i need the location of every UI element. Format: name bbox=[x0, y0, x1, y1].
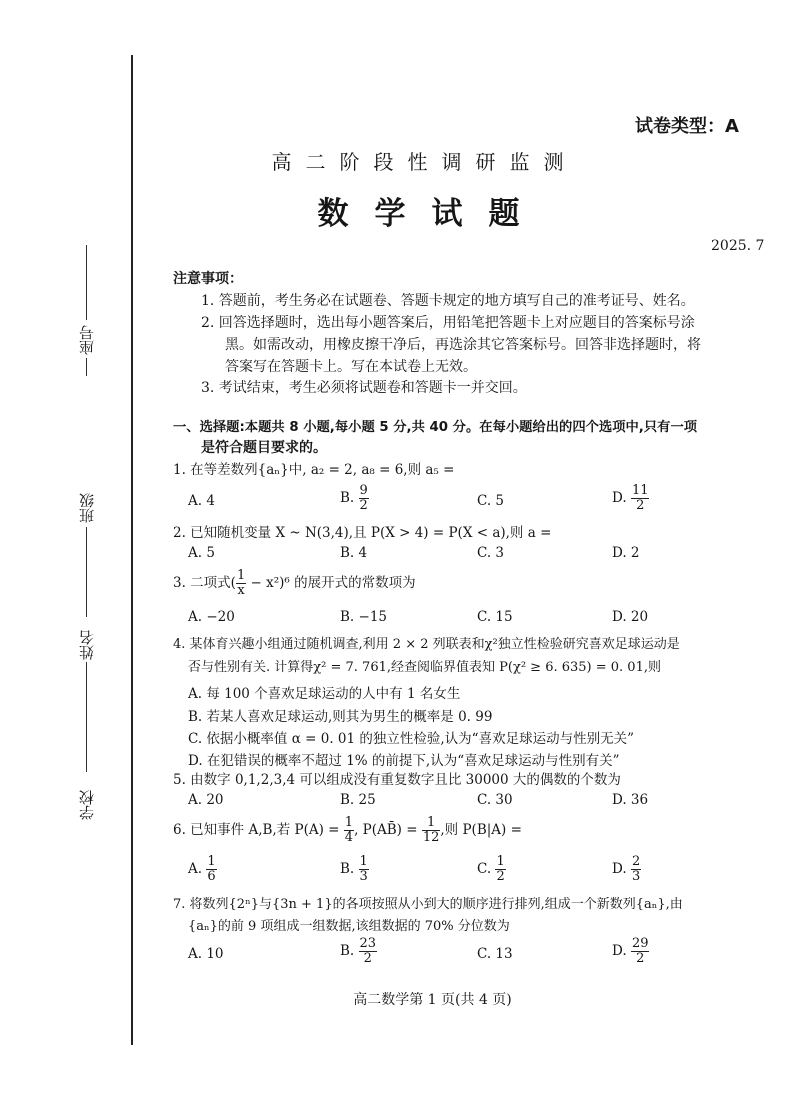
section-heading: 一、选择题:本题共 8 小题,每小题 5 分,共 40 分。在每小题给出的四个选项中,只有一项 bbox=[173, 420, 698, 435]
q6-option-b: B. $\frac{1}{3}$ bbox=[340, 854, 368, 884]
name-line bbox=[86, 662, 87, 772]
q6-option-c: C. $\frac{1}{2}$ bbox=[477, 854, 505, 884]
q7-option-b: B. $\frac{23}{2}$ bbox=[340, 936, 377, 966]
question-6-stem: 6. 已知事件 A,B,若 P(A) = $\frac{1}{4}$ , P(AB̄) = $\frac{1}{12}$ ,则 P(B|A) = bbox=[173, 815, 522, 845]
question-2-stem: 2. 已知随机变量 X ~ N(3,4),且 P(X > 4) = P(X < a),则 a = bbox=[173, 525, 552, 541]
note-item: 3. 考试结束，考生必须将试题卷和答题卡一并交回。 bbox=[201, 380, 527, 396]
q2-option-b: B. 4 bbox=[340, 545, 368, 561]
q2-option-d: D. 2 bbox=[612, 545, 640, 561]
seat-label: 座号 bbox=[78, 325, 96, 355]
q1-option-d: D. $\frac{11}{2}$ bbox=[612, 483, 649, 513]
q2-option-c: C. 3 bbox=[477, 545, 505, 561]
q5-option-d: D. 36 bbox=[612, 792, 649, 808]
q3-option-a: A. −20 bbox=[188, 609, 235, 625]
q3-option-c: C. 15 bbox=[477, 609, 513, 625]
question-1-stem: 1. 在等差数列{aₙ}中, a₂ = 2, a₈ = 6,则 a₅ = bbox=[173, 462, 455, 478]
note-item: 答案写在答题卡上。写在本试卷上无效。 bbox=[225, 359, 477, 375]
q6-option-a: A. $\frac{1}{6}$ bbox=[188, 854, 216, 884]
question-7-stem-cont: {aₙ}的前 9 项组成一组数据,该组数据的 70% 分位数为 bbox=[188, 919, 510, 934]
q4-option-c: C. 依据小概率值 α = 0. 01 的独立性检验,认为“喜欢足球运动与性别无关” bbox=[188, 731, 634, 747]
question-5-stem: 5. 由数字 0,1,2,3,4 可以组成没有重复数字且比 30000 大的偶数的个数为 bbox=[173, 772, 621, 788]
q7-option-d: D. $\frac{29}{2}$ bbox=[612, 936, 649, 966]
q4-option-b: B. 若某人喜欢足球运动,则其为男生的概率是 0. 99 bbox=[188, 709, 493, 725]
page-footer: 高二数学第 1 页(共 4 页) bbox=[353, 992, 512, 1008]
q3-option-b: B. −15 bbox=[340, 609, 387, 625]
q5-option-b: B. 25 bbox=[340, 792, 376, 808]
exam-title: 数学试题 bbox=[317, 196, 546, 232]
q7-option-a: A. 10 bbox=[188, 946, 224, 962]
q7-option-c: C. 13 bbox=[477, 946, 513, 962]
note-item: 2. 回答选择题时，选出每小题答案后，用铅笔把答题卡上对应题目的答案标号涂 bbox=[201, 315, 695, 331]
q6-option-d: D. $\frac{2}{3}$ bbox=[612, 854, 641, 884]
exam-date: 2025. 7 bbox=[711, 238, 765, 254]
seat-line-lower bbox=[86, 358, 87, 376]
section-heading-cont: 是符合题目要求的。 bbox=[201, 440, 327, 456]
q5-option-c: C. 30 bbox=[477, 792, 513, 808]
q1-option-b: B. $\frac{9}{2}$ bbox=[340, 483, 368, 513]
q5-option-a: A. 20 bbox=[188, 792, 224, 808]
paper-type: 试卷类型：A bbox=[635, 116, 739, 137]
question-4-stem-cont: 否与性别有关. 计算得χ² = 7. 761,经查阅临界值表知 P(χ² ≥ 6. 635) = 0. 01,则 bbox=[188, 660, 661, 675]
q1-option-a: A. 4 bbox=[188, 493, 215, 509]
q3-option-d: D. 20 bbox=[612, 609, 649, 625]
name-label: 姓名 bbox=[78, 630, 96, 660]
class-line bbox=[86, 527, 87, 617]
note-item: 黑。如需改动，用橡皮擦干净后，再选涂其它答案标号。回答非选择题时，将 bbox=[225, 337, 701, 353]
exam-subtitle: 高二阶段性调研监测 bbox=[271, 150, 578, 174]
seat-line bbox=[86, 245, 87, 320]
question-3-stem: 3. 二项式( $\frac{1}{x}$ − x²)⁶ 的展开式的常数项为 bbox=[173, 568, 416, 598]
notes-heading: 注意事项： bbox=[173, 271, 243, 287]
question-7-stem: 7. 将数列{2ⁿ}与{3n + 1}的各项按照从小到大的顺序进行排列,组成一个新数列{aₙ},由 bbox=[173, 897, 683, 912]
q4-option-d: D. 在犯错误的概率不超过 1% 的前提下,认为“喜欢足球运动与性别有关” bbox=[188, 753, 620, 769]
q4-option-a: A. 每 100 个喜欢足球运动的人中有 1 名女生 bbox=[188, 686, 461, 702]
q2-option-a: A. 5 bbox=[188, 545, 215, 561]
question-4-stem: 4. 某体育兴趣小组通过随机调查,利用 2 × 2 列联表和χ²独立性检验研究喜欢足球运动是 bbox=[173, 637, 680, 652]
q1-option-c: C. 5 bbox=[477, 493, 505, 509]
note-item: 1. 答题前，考生务必在试题卷、答题卡规定的地方填写自己的准考证号、姓名。 bbox=[201, 293, 695, 309]
school-label: 学校 bbox=[78, 790, 96, 820]
class-label: 班级 bbox=[78, 493, 96, 523]
